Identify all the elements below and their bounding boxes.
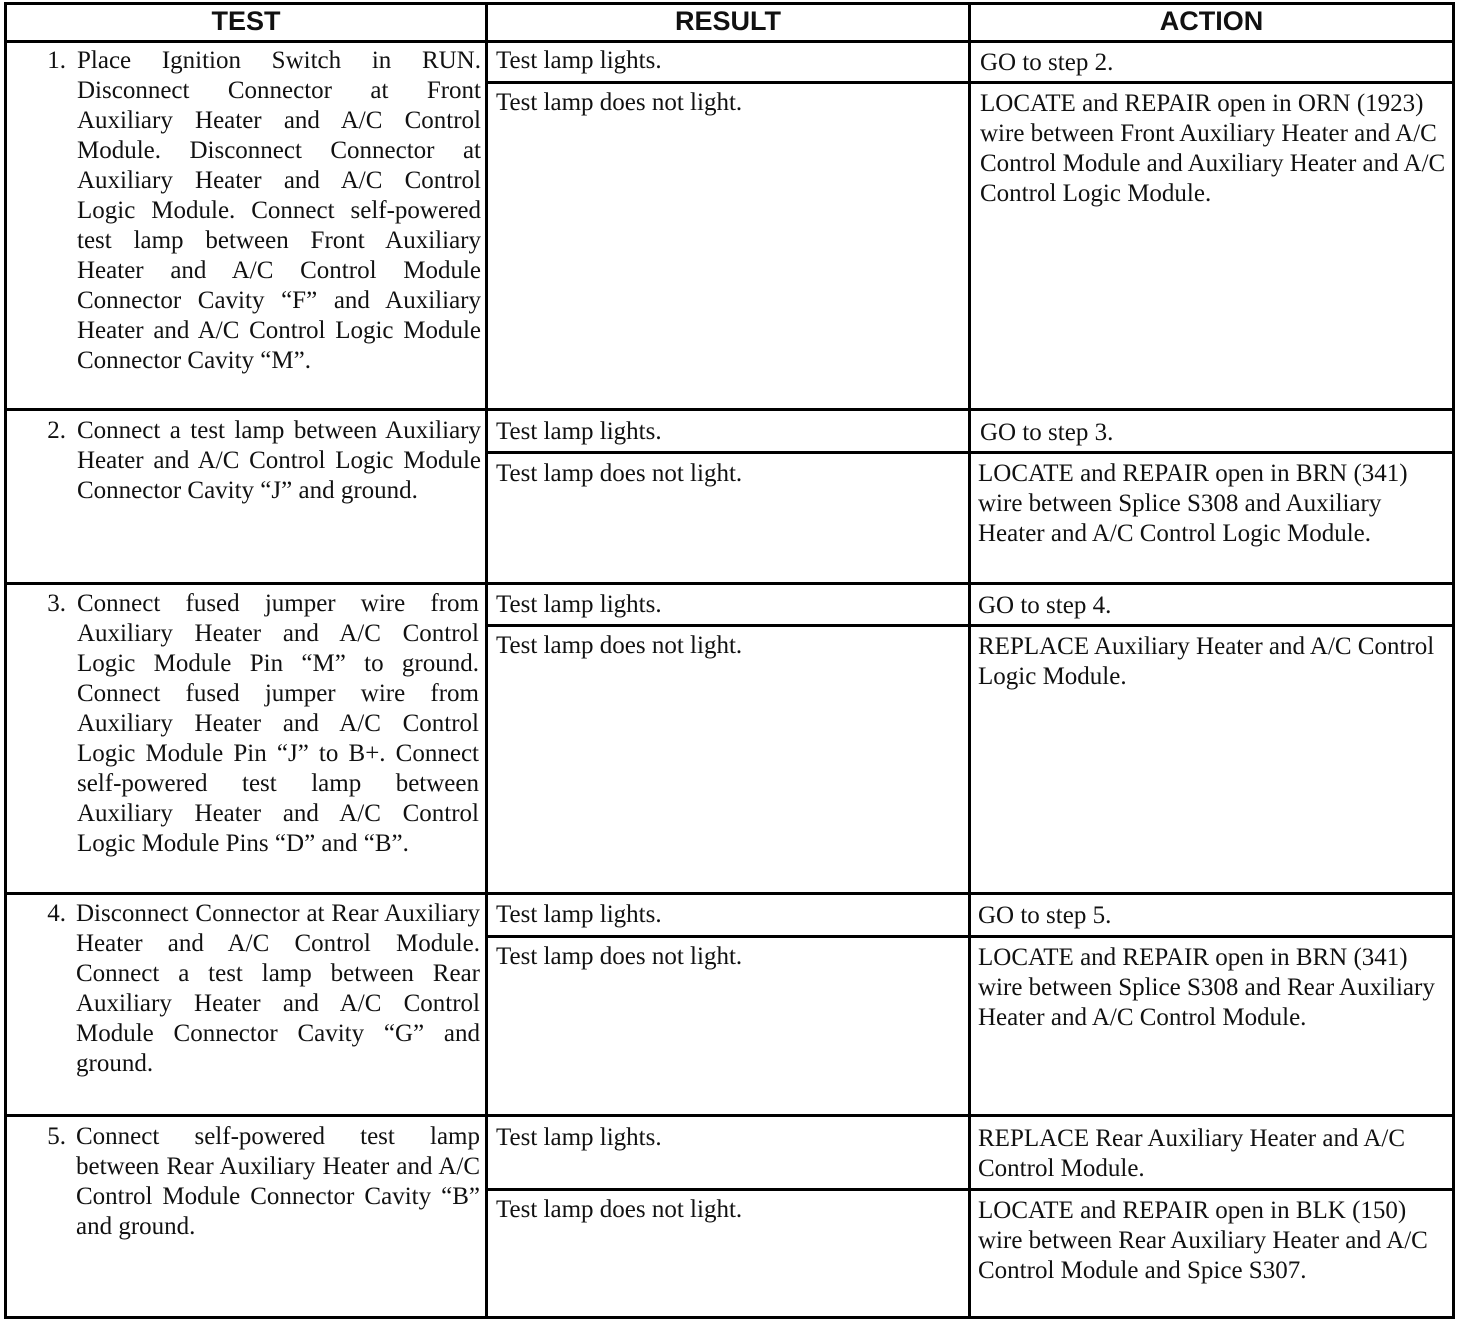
step-number: 3. [47, 590, 66, 617]
test-description: Connect a test lamp between Auxiliary Heater and A/C Control Logic Module Connector Cavity “J” and ground. [77, 417, 481, 504]
header-test: TEST [211, 6, 281, 36]
subrow-divider-2 [486, 451, 1455, 454]
subrow-divider-4 [486, 935, 1455, 938]
table-border-bottom [4, 1316, 1455, 1319]
action-text: GO to step 2. [980, 49, 1114, 76]
action-text: GO to step 5. [978, 902, 1112, 929]
column-divider-test-result [485, 2, 488, 1319]
subrow-divider-1 [486, 81, 1455, 84]
subrow-divider-5 [486, 1188, 1455, 1191]
action-text: LOCATE and REPAIR open in BRN (341) wire between Splice S308 and Rear Auxiliary Heater and A/C Control Module. [978, 944, 1435, 1031]
test-description: Disconnect Connector at Rear Auxiliary Heater and A/C Control Module. Connect a test lamp between Rear Auxiliary Heater and A/C Control Module Connector Cavity “G” and ground. [76, 900, 480, 1077]
result-text: Test lamp does not light. [496, 89, 743, 116]
table-border-right [1452, 2, 1455, 1319]
result-text: Test lamp lights. [496, 901, 662, 928]
action-text: REPLACE Auxiliary Heater and A/C Control Logic Module. [978, 633, 1435, 690]
step-number: 1. [47, 47, 66, 74]
result-text: Test lamp lights. [496, 47, 662, 74]
result-text: Test lamp does not light. [496, 943, 743, 970]
result-text: Test lamp lights. [496, 591, 662, 618]
row-divider-1 [4, 408, 1455, 411]
result-text: Test lamp does not light. [496, 632, 743, 659]
step-number: 4. [47, 900, 66, 927]
test-description: Place Ignition Switch in RUN. Disconnect Connector at Front Auxiliary Heater and A/C Control Module. Disconnect Connector at Auxiliary Heater and A/C Control Logic Module. Connect self-powered test lamp between Front Auxiliary Heater and A/C Control Module Connector Cavity “F” and Auxiliary Heater and A/C Control Logic Module Connector Cavity “M”. [77, 47, 481, 374]
action-text: LOCATE and REPAIR open in ORN (1923) wire between Front Auxiliary Heater and A/C Control Module and Auxiliary Heater and A/C Control Logic Module. [980, 90, 1446, 207]
test-description: Connect fused jumper wire from Auxiliary Heater and A/C Control Logic Module Pin “M” to ground. Connect fused jumper wire from Auxiliary Heater and A/C Control Logic Module Pin “J” to B+. Connect self-powered test lamp between Auxiliary Heater and A/C Control Logic Module Pins “D” and “B”. [77, 590, 479, 857]
header-divider [4, 40, 1455, 43]
result-text: Test lamp does not light. [496, 1196, 743, 1223]
header-action: ACTION [1159, 6, 1264, 36]
action-text: REPLACE Rear Auxiliary Heater and A/C Control Module. [978, 1125, 1406, 1182]
row-divider-4 [4, 1114, 1455, 1117]
column-divider-result-action [968, 2, 971, 1319]
row-divider-2 [4, 582, 1455, 585]
result-text: Test lamp lights. [496, 1124, 662, 1151]
action-text: GO to step 3. [980, 419, 1114, 446]
table-border-left [4, 2, 7, 1319]
result-text: Test lamp lights. [496, 418, 662, 445]
header-result: RESULT [675, 6, 781, 36]
subrow-divider-3 [486, 624, 1455, 627]
step-number: 2. [47, 417, 66, 444]
action-text: GO to step 4. [978, 592, 1112, 619]
row-divider-3 [4, 892, 1455, 895]
step-number: 5. [47, 1123, 66, 1150]
result-text: Test lamp does not light. [496, 460, 743, 487]
test-description: Connect self-powered test lamp between Rear Auxiliary Heater and A/C Control Module Connector Cavity “B” and ground. [76, 1123, 480, 1240]
action-text: LOCATE and REPAIR open in BLK (150) wire between Rear Auxiliary Heater and A/C Control Module and Spice S307. [978, 1197, 1428, 1284]
action-text: LOCATE and REPAIR open in BRN (341) wire between Splice S308 and Auxiliary Heater and A/C Control Logic Module. [978, 460, 1408, 547]
